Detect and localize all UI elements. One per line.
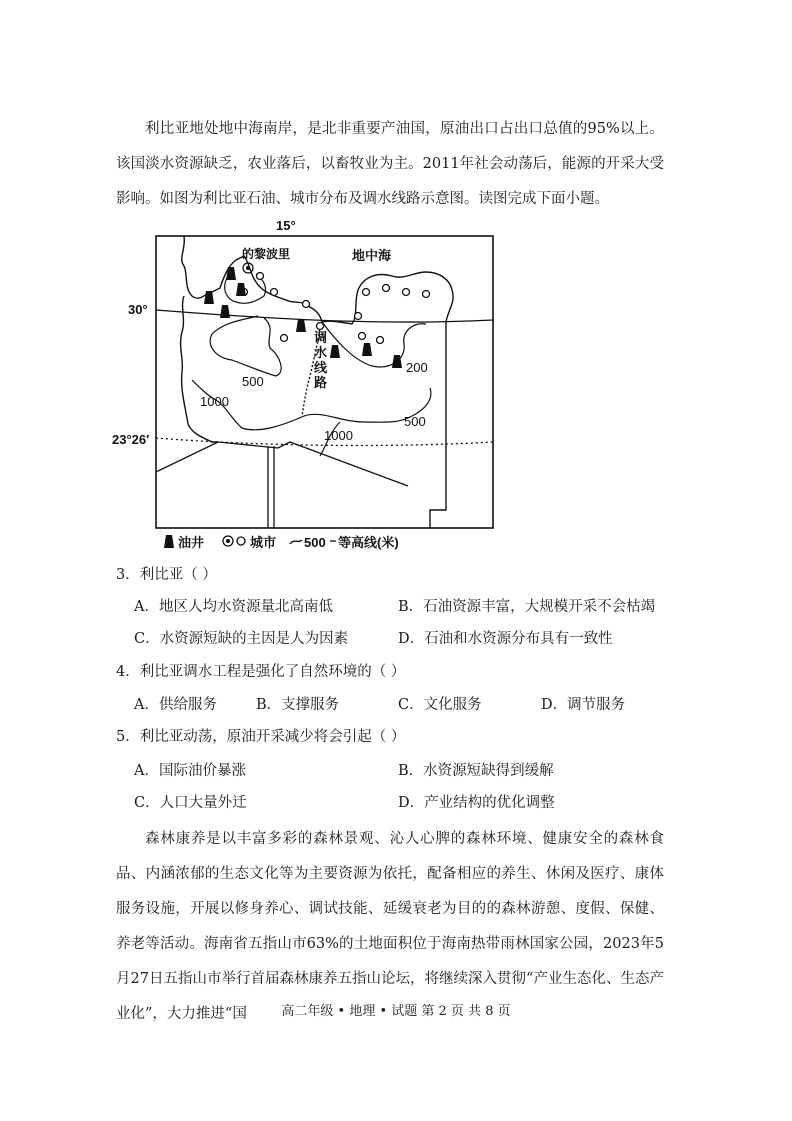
question-4-option-a: A．供给服务 [134, 697, 217, 713]
question-3-stem: 3．利比亚（ ） [116, 567, 217, 583]
legend-contour-sample: 500 [304, 535, 326, 550]
forest-passage: 森林康养是以丰富多彩的森林景观、沁人心脾的森林环境、健康安全的森林食品、内涵浓郁的生态文化等为主要资源为依托，配备相应的养生、休闲及医疗、康体服务设施，开展以修身养心、调试技能、延缓衰老为目的的森林游憩、度假、保健、养老等活动。海南省五指山市63%的土地面积位于海南热带雨林国家公园，2023年5月27日五指山市举行首届森林康养五指山论坛，将继续深入贯彻“产业生态化、生态产业化”，大力推进“国 [116, 831, 664, 1022]
question-4-stem: 4．利比亚调水工程是强化了自然环境的（ ） [116, 664, 406, 680]
legend-contour: 等高线(米) [338, 535, 399, 550]
tropic-label: 23°26′ [112, 432, 150, 447]
route-label: 路 [314, 375, 328, 390]
question-4-option-d: D．调节服务 [541, 697, 626, 713]
latitude-30-line [156, 310, 493, 322]
question-3-option-a: A．地区人均水资源量北高南低 [134, 599, 333, 615]
contour-line [210, 316, 281, 376]
contour-label: 500 [404, 414, 426, 429]
city-legend-icon [237, 537, 245, 545]
contour-label: 1000 [200, 394, 229, 409]
legend-city: 城市 [250, 535, 277, 550]
question-4-option-c: C．文化服务 [398, 697, 482, 713]
contour-legend-icon [290, 540, 302, 544]
longitude-label: 15° [276, 218, 296, 233]
east-border [430, 328, 446, 528]
route-label: 线 [314, 360, 328, 375]
question-5-option-d: D．产业结构的优化调整 [398, 795, 555, 811]
libya-map-figure [108, 210, 508, 555]
oil-well-icons [204, 267, 402, 368]
west-border [181, 296, 218, 442]
question-3-option-d: D．石油和水资源分布具有一致性 [398, 631, 613, 647]
south-border [156, 442, 408, 528]
question-5-option-a: A．国际油价暴涨 [134, 763, 246, 779]
oil-well-icon [164, 535, 174, 548]
page-footer: 高二年级 • 地理 • 试题 第 2 页 共 8 页 [281, 1004, 511, 1019]
route-label: 水 [314, 345, 328, 360]
intro-paragraph: 利比亚地处地中海南岸，是北非重要产油国，原油出口占出口总值的95%以上。该国淡水资源缺乏，农业落后，以畜牧业为主。2011年社会动荡后，能源的开采大受影响。如图为利比亚石油、城市分布及调水线路示意图。读图完成下面小题。 [116, 121, 664, 207]
contour-label: 500 [242, 374, 264, 389]
route-label: 调 [314, 330, 328, 345]
question-5-option-c: C．人口大量外迁 [134, 795, 247, 811]
question-5-option-b: B．水资源短缺得到缓解 [398, 763, 554, 779]
question-3-option-b: B．石油资源丰富，大规模开采不会枯竭 [398, 599, 656, 615]
tripoli-label: 的黎波里 [242, 247, 291, 261]
mediterranean-label: 地中海 [352, 248, 392, 263]
contour-label: 1000 [324, 428, 353, 443]
city-icons [241, 273, 430, 344]
question-5-stem: 5．利比亚动荡，原油开采减少将会引起（ ） [116, 729, 406, 745]
latitude-30-label: 30° [128, 302, 148, 317]
contour-label: 200 [406, 360, 428, 375]
question-3-option-c: C．水资源短缺的主因是人为因素 [134, 631, 349, 647]
legend-oil-well: 油井 [178, 535, 205, 550]
question-4-option-b: B．支撑服务 [256, 697, 340, 713]
